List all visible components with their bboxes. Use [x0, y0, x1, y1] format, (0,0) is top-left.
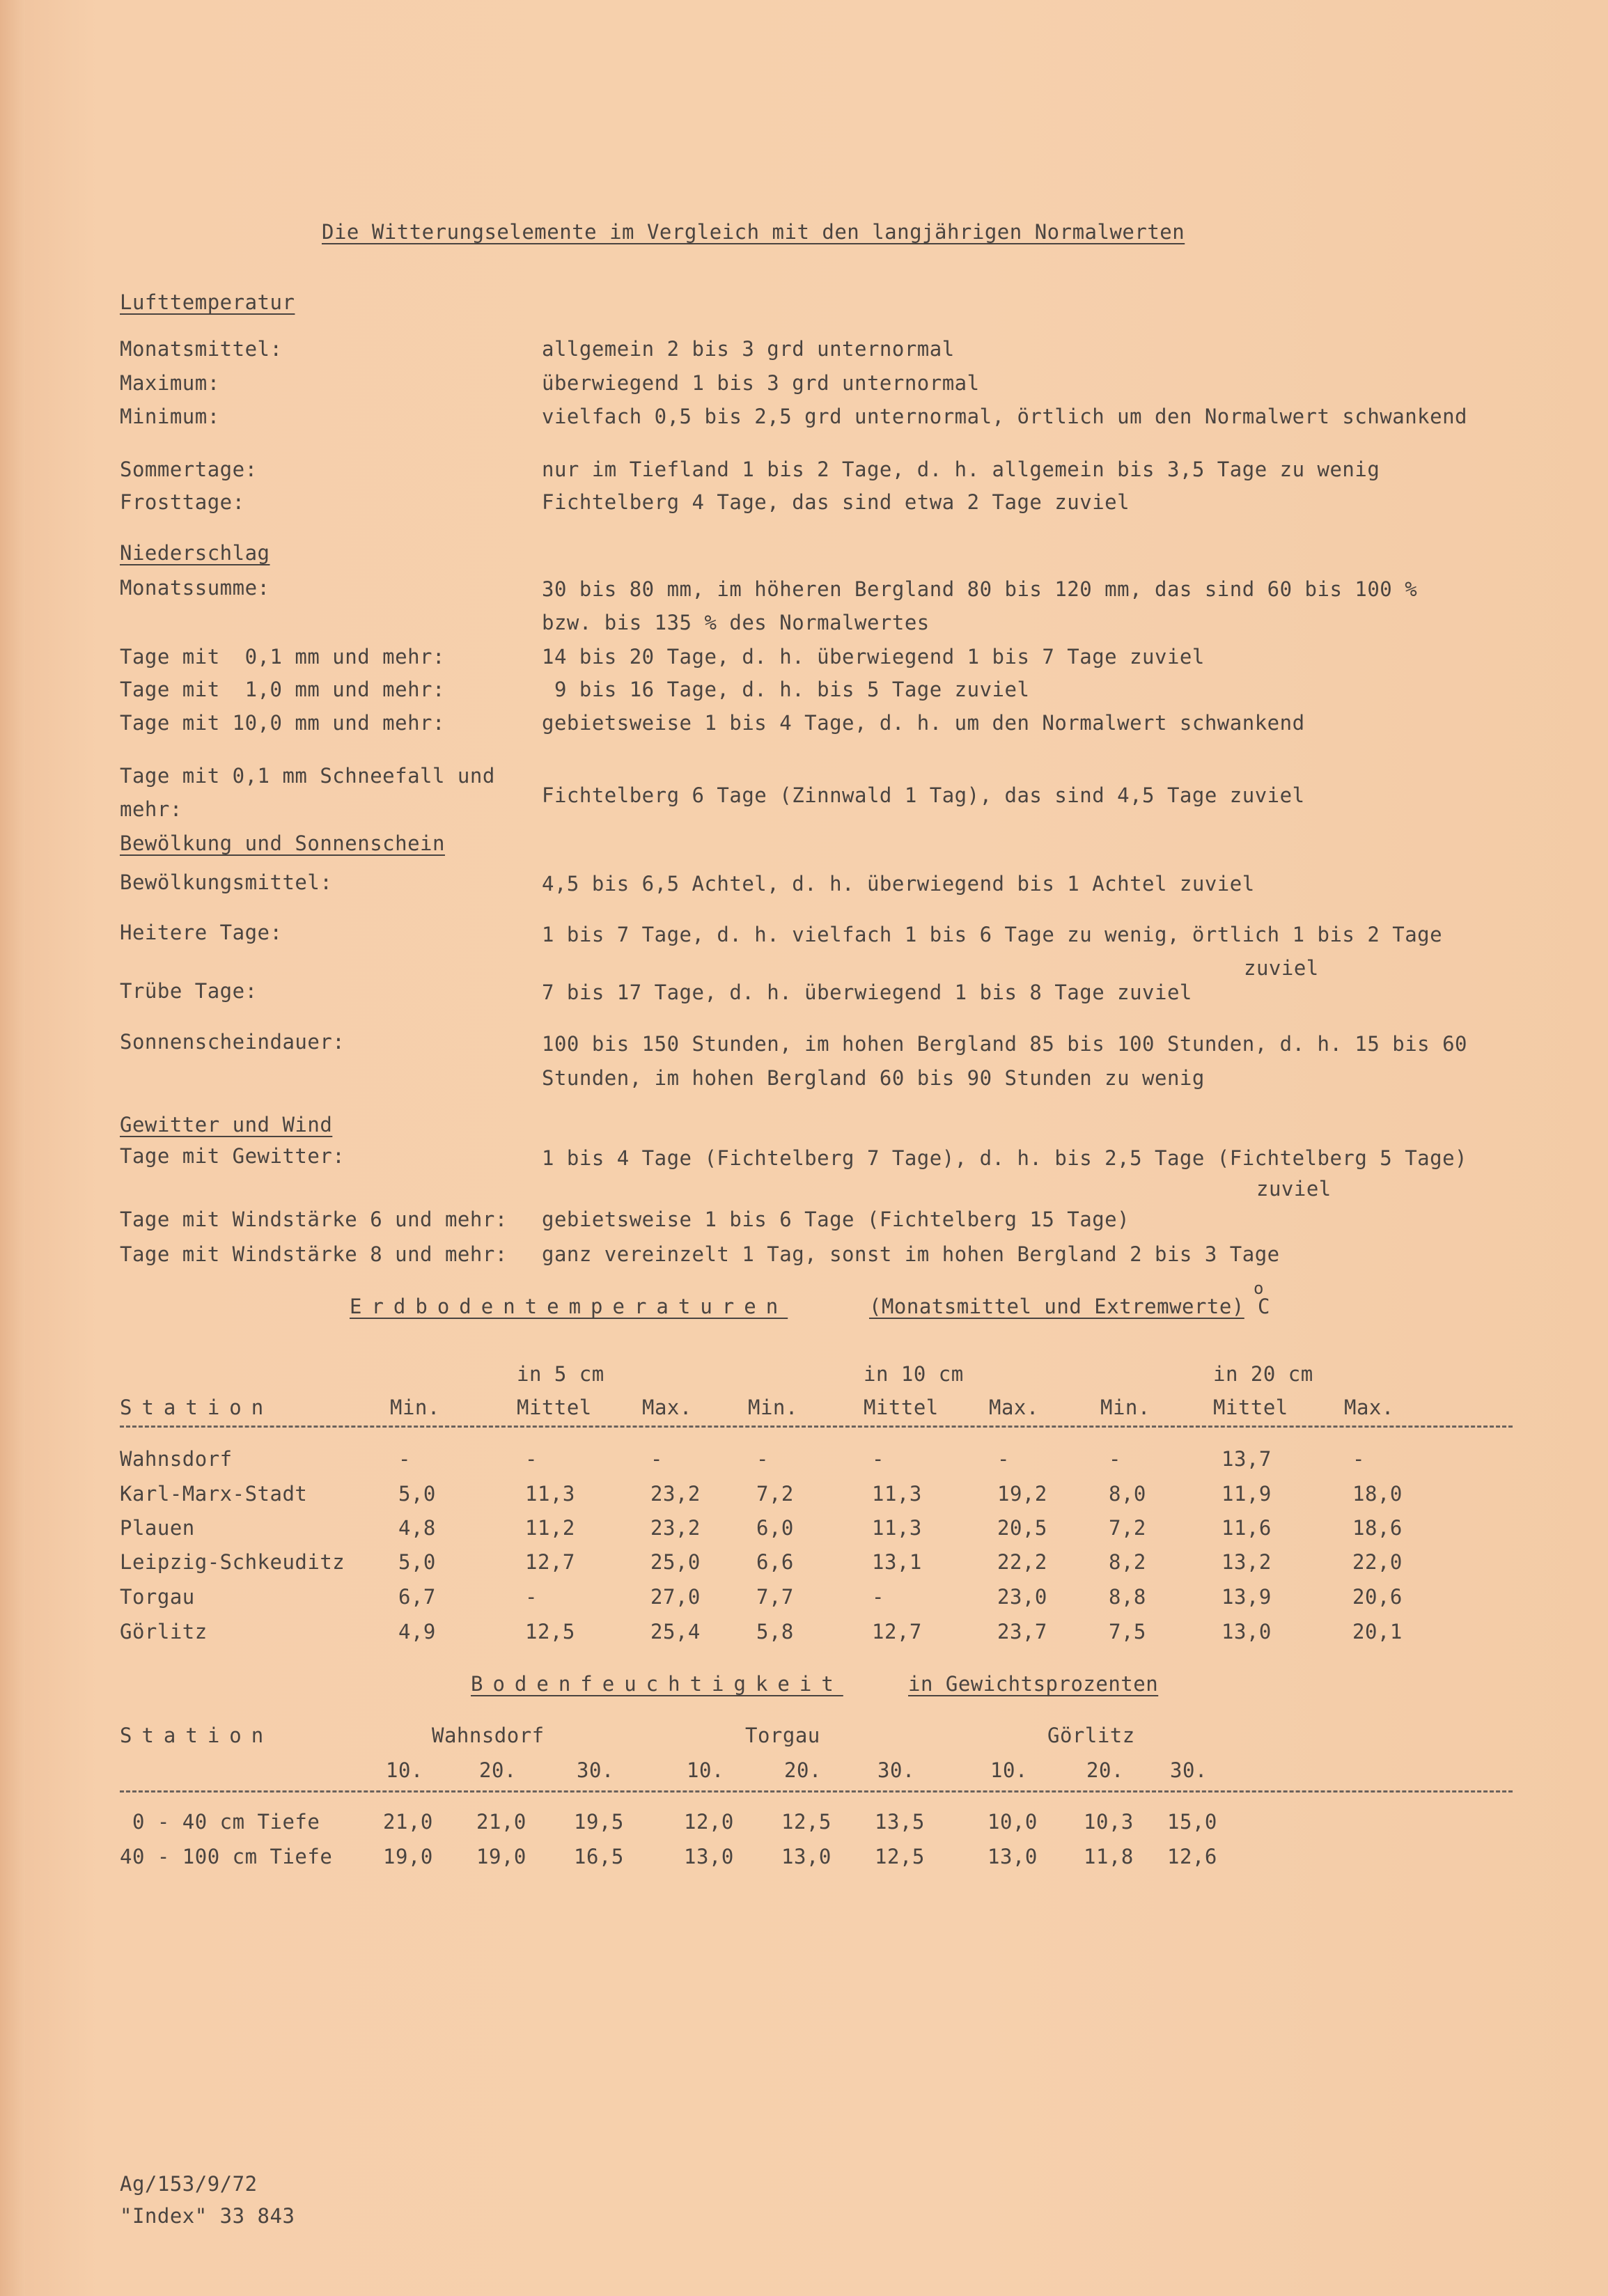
table-cell: 19,0	[383, 1845, 433, 1868]
label-frosttage: Frosttage:	[120, 490, 245, 514]
depth-header: in 20 cm	[1213, 1362, 1313, 1386]
value-gewitter: 1 bis 4 Tage (Fichtelberg 7 Tage), d. h. bis 2,5 Tage (Fichtelberg 5 Tage)	[542, 1146, 1468, 1170]
document-title: Die Witterungselemente im Vergleich mit den langjährigen Normalwerten	[322, 220, 1185, 244]
table-cell: 13,5	[875, 1810, 925, 1834]
value-tage-10mm: 9 bis 16 Tage, d. h. bis 5 Tage zuviel	[542, 678, 1030, 701]
table-cell: 15,0	[1167, 1810, 1217, 1834]
erdboden-title: Erdbodentemperaturen	[350, 1295, 788, 1318]
value-monatssumme-cont: bzw. bis 135 % des Normalwertes	[542, 611, 930, 634]
value-sonnenscheindauer: 100 bis 150 Stunden, im hohen Bergland 85 bis 100 Stunden, d. h. 15 bis 60	[542, 1032, 1468, 1056]
table-cell: 13,0	[988, 1845, 1038, 1868]
table-cell: -	[872, 1585, 884, 1609]
column-header: 30.	[877, 1758, 915, 1782]
label-truebe-tage: Trübe Tage:	[120, 979, 258, 1003]
table-cell: 21,0	[476, 1810, 526, 1834]
table-cell: 7,2	[1109, 1516, 1146, 1540]
table-cell: 20,1	[1352, 1620, 1403, 1643]
column-header: 20.	[479, 1758, 517, 1782]
label-tage-01mm: Tage mit 0,1 mm und mehr:	[120, 645, 445, 669]
table-cell: 21,0	[383, 1810, 433, 1834]
label-monatsmittel: Monatsmittel:	[120, 337, 283, 361]
table-cell: 12,6	[1167, 1845, 1217, 1868]
table-cell: 6,0	[756, 1516, 794, 1540]
station-name: Karl-Marx-Stadt	[120, 1482, 308, 1506]
label-tage-10mm: Tage mit 1,0 mm und mehr:	[120, 678, 445, 701]
label-sommertage: Sommertage:	[120, 458, 258, 481]
station-group-header: Görlitz	[1047, 1724, 1135, 1747]
table-cell: 13,9	[1221, 1585, 1272, 1609]
erdboden-subtitle: (Monatsmittel und Extremwerte)	[869, 1295, 1244, 1318]
table-cell: 6,6	[756, 1550, 794, 1574]
table-cell: 5,0	[398, 1550, 436, 1574]
label-wind6: Tage mit Windstärke 6 und mehr:	[120, 1208, 508, 1231]
table-cell: 11,2	[525, 1516, 575, 1540]
table-cell: 19,5	[574, 1810, 624, 1834]
depth-label: 40 - 100 cm Tiefe	[120, 1845, 333, 1868]
table-cell: -	[1109, 1447, 1121, 1471]
table-cell: 11,6	[1221, 1516, 1272, 1540]
label-gewitter: Tage mit Gewitter:	[120, 1144, 345, 1168]
column-header: 10.	[687, 1758, 724, 1782]
table-cell: -	[398, 1447, 411, 1471]
column-header: Mittel	[1213, 1396, 1288, 1419]
label-minimum: Minimum:	[120, 405, 220, 428]
value-monatssumme: 30 bis 80 mm, im höheren Bergland 80 bis 120 mm, das sind 60 bis 100 %	[542, 577, 1418, 601]
table-cell: 7,2	[756, 1482, 794, 1506]
footer-index: "Index" 33 843	[120, 2204, 295, 2228]
table-cell: 13,0	[684, 1845, 734, 1868]
value-gewitter-cont: zuviel	[1256, 1177, 1332, 1201]
column-header: 30.	[1170, 1758, 1208, 1782]
label-wind8: Tage mit Windstärke 8 und mehr:	[120, 1242, 508, 1266]
table-cell: 11,3	[872, 1516, 922, 1540]
value-wind8: ganz vereinzelt 1 Tag, sonst im hohen Bergland 2 bis 3 Tage	[542, 1242, 1280, 1266]
value-frosttage: Fichtelberg 4 Tage, das sind etwa 2 Tage zuviel	[542, 490, 1130, 514]
value-truebe-tage: 7 bis 17 Tage, d. h. überwiegend 1 bis 8 Tage zuviel	[542, 981, 1192, 1004]
label-schneefall-cont: mehr:	[120, 797, 182, 821]
table-cell: 20,5	[997, 1516, 1047, 1540]
table-cell: 5,8	[756, 1620, 794, 1643]
heading-bewoelkung: Bewölkung und Sonnenschein	[120, 831, 445, 855]
value-heitere-tage: 1 bis 7 Tage, d. h. vielfach 1 bis 6 Tage zu wenig, örtlich 1 bis 2 Tage	[542, 923, 1443, 946]
station-name: Wahnsdorf	[120, 1447, 233, 1471]
label-heitere-tage: Heitere Tage:	[120, 921, 283, 944]
station-name: Torgau	[120, 1585, 195, 1609]
page-edge	[0, 0, 25, 2296]
table-cell: 8,0	[1109, 1482, 1146, 1506]
table-cell: 12,0	[684, 1810, 734, 1834]
station-name: Görlitz	[120, 1620, 208, 1643]
label-monatssumme: Monatssumme:	[120, 576, 270, 600]
column-header: Mittel	[864, 1396, 939, 1419]
label-sonnenscheindauer: Sonnenscheindauer:	[120, 1030, 345, 1054]
station-group-header: Wahnsdorf	[432, 1724, 545, 1747]
table-cell: -	[756, 1447, 769, 1471]
table-cell: 13,0	[781, 1845, 832, 1868]
table-cell: 11,3	[525, 1482, 575, 1506]
table-cell: 18,0	[1352, 1482, 1403, 1506]
station-name: Leipzig-Schkeuditz	[120, 1550, 345, 1574]
table-cell: 12,5	[781, 1810, 832, 1834]
table-cell: 10,3	[1084, 1810, 1134, 1834]
table-cell: 11,8	[1084, 1845, 1134, 1868]
table-cell: 7,5	[1109, 1620, 1146, 1643]
column-header: 10.	[990, 1758, 1028, 1782]
table-cell: 23,7	[997, 1620, 1047, 1643]
value-sommertage: nur im Tiefland 1 bis 2 Tage, d. h. allgemein bis 3,5 Tage zu wenig	[542, 458, 1380, 481]
table-cell: 13,0	[1221, 1620, 1272, 1643]
column-header: 30.	[577, 1758, 614, 1782]
bodenfeucht-subtitle: in Gewichtsprozenten	[908, 1672, 1159, 1696]
column-header: Min.	[390, 1396, 440, 1419]
column-header: Min.	[748, 1396, 798, 1419]
header-divider	[120, 1790, 1513, 1793]
table-cell: 22,2	[997, 1550, 1047, 1574]
table-cell: 6,7	[398, 1585, 436, 1609]
bodenfeucht-title: Bodenfeuchtigkeit	[471, 1672, 843, 1696]
table-cell: 13,1	[872, 1550, 922, 1574]
table-cell: 8,2	[1109, 1550, 1146, 1574]
heading-niederschlag: Niederschlag	[120, 541, 270, 565]
erdboden-unit-celsius: C	[1258, 1295, 1270, 1318]
table-cell: 11,3	[872, 1482, 922, 1506]
heading-gewitter: Gewitter und Wind	[120, 1113, 333, 1137]
table-cell: 12,7	[525, 1550, 575, 1574]
label-maximum: Maximum:	[120, 371, 220, 395]
value-maximum: überwiegend 1 bis 3 grd unternormal	[542, 371, 980, 395]
table-cell: 10,0	[988, 1810, 1038, 1834]
value-wind6: gebietsweise 1 bis 6 Tage (Fichtelberg 15 Tage)	[542, 1208, 1130, 1231]
table-cell: -	[872, 1447, 884, 1471]
column-header: Max.	[1344, 1396, 1394, 1419]
table-cell: -	[1352, 1447, 1365, 1471]
value-tage-100mm: gebietsweise 1 bis 4 Tage, d. h. um den Normalwert schwankend	[542, 711, 1305, 735]
table-cell: 13,7	[1221, 1447, 1272, 1471]
column-header: Min.	[1100, 1396, 1150, 1419]
table-cell: 20,6	[1352, 1585, 1403, 1609]
table-cell: -	[650, 1447, 663, 1471]
table-cell: 25,0	[650, 1550, 701, 1574]
value-tage-01mm: 14 bis 20 Tage, d. h. überwiegend 1 bis 7 Tage zuviel	[542, 645, 1205, 669]
value-sonnenscheindauer-cont: Stunden, im hohen Bergland 60 bis 90 Stunden zu wenig	[542, 1066, 1205, 1090]
table-cell: 22,0	[1352, 1550, 1403, 1574]
label-schneefall: Tage mit 0,1 mm Schneefall und	[120, 764, 495, 788]
header-divider	[120, 1426, 1513, 1428]
table-cell: 19,0	[476, 1845, 526, 1868]
footer-reference: Ag/153/9/72	[120, 2172, 258, 2196]
table-cell: -	[997, 1447, 1010, 1471]
table-cell: 5,0	[398, 1482, 436, 1506]
value-bewoelkungsmittel: 4,5 bis 6,5 Achtel, d. h. überwiegend bis 1 Achtel zuviel	[542, 872, 1255, 896]
table-cell: 23,2	[650, 1482, 701, 1506]
depth-header: in 10 cm	[864, 1362, 964, 1386]
column-header: Mittel	[517, 1396, 592, 1419]
column-header: 20.	[1086, 1758, 1124, 1782]
table-cell: 4,8	[398, 1516, 436, 1540]
table-cell: 13,2	[1221, 1550, 1272, 1574]
table-cell: 23,0	[997, 1585, 1047, 1609]
table-cell: 12,5	[525, 1620, 575, 1643]
station-header: Station	[120, 1724, 274, 1747]
value-heitere-tage-cont: zuviel	[1244, 956, 1319, 980]
table-cell: 25,4	[650, 1620, 701, 1643]
table-cell: 16,5	[574, 1845, 624, 1868]
column-header: 10.	[386, 1758, 423, 1782]
column-header: 20.	[784, 1758, 822, 1782]
table-cell: 7,7	[756, 1585, 794, 1609]
table-cell: 8,8	[1109, 1585, 1146, 1609]
table-cell: 23,2	[650, 1516, 701, 1540]
value-monatsmittel: allgemein 2 bis 3 grd unternormal	[542, 337, 955, 361]
label-tage-100mm: Tage mit 10,0 mm und mehr:	[120, 711, 445, 735]
station-header: Station	[120, 1396, 274, 1419]
table-cell: 27,0	[650, 1585, 701, 1609]
table-cell: 11,9	[1221, 1482, 1272, 1506]
erdboden-unit-degree: o	[1254, 1279, 1264, 1298]
table-cell: 18,6	[1352, 1516, 1403, 1540]
heading-lufttemperatur: Lufttemperatur	[120, 290, 295, 314]
column-header: Max.	[642, 1396, 692, 1419]
table-cell: 12,7	[872, 1620, 922, 1643]
table-cell: -	[525, 1585, 538, 1609]
value-minimum: vielfach 0,5 bis 2,5 grd unternormal, örtlich um den Normalwert schwankend	[542, 405, 1468, 428]
table-cell: -	[525, 1447, 538, 1471]
station-group-header: Torgau	[745, 1724, 820, 1747]
table-cell: 12,5	[875, 1845, 925, 1868]
depth-header: in 5 cm	[517, 1362, 604, 1386]
station-name: Plauen	[120, 1516, 195, 1540]
depth-label: 0 - 40 cm Tiefe	[120, 1810, 320, 1834]
value-schneefall: Fichtelberg 6 Tage (Zinnwald 1 Tag), das sind 4,5 Tage zuviel	[542, 783, 1305, 807]
table-cell: 19,2	[997, 1482, 1047, 1506]
label-bewoelkungsmittel: Bewölkungsmittel:	[120, 870, 333, 894]
table-cell: 4,9	[398, 1620, 436, 1643]
column-header: Max.	[989, 1396, 1039, 1419]
